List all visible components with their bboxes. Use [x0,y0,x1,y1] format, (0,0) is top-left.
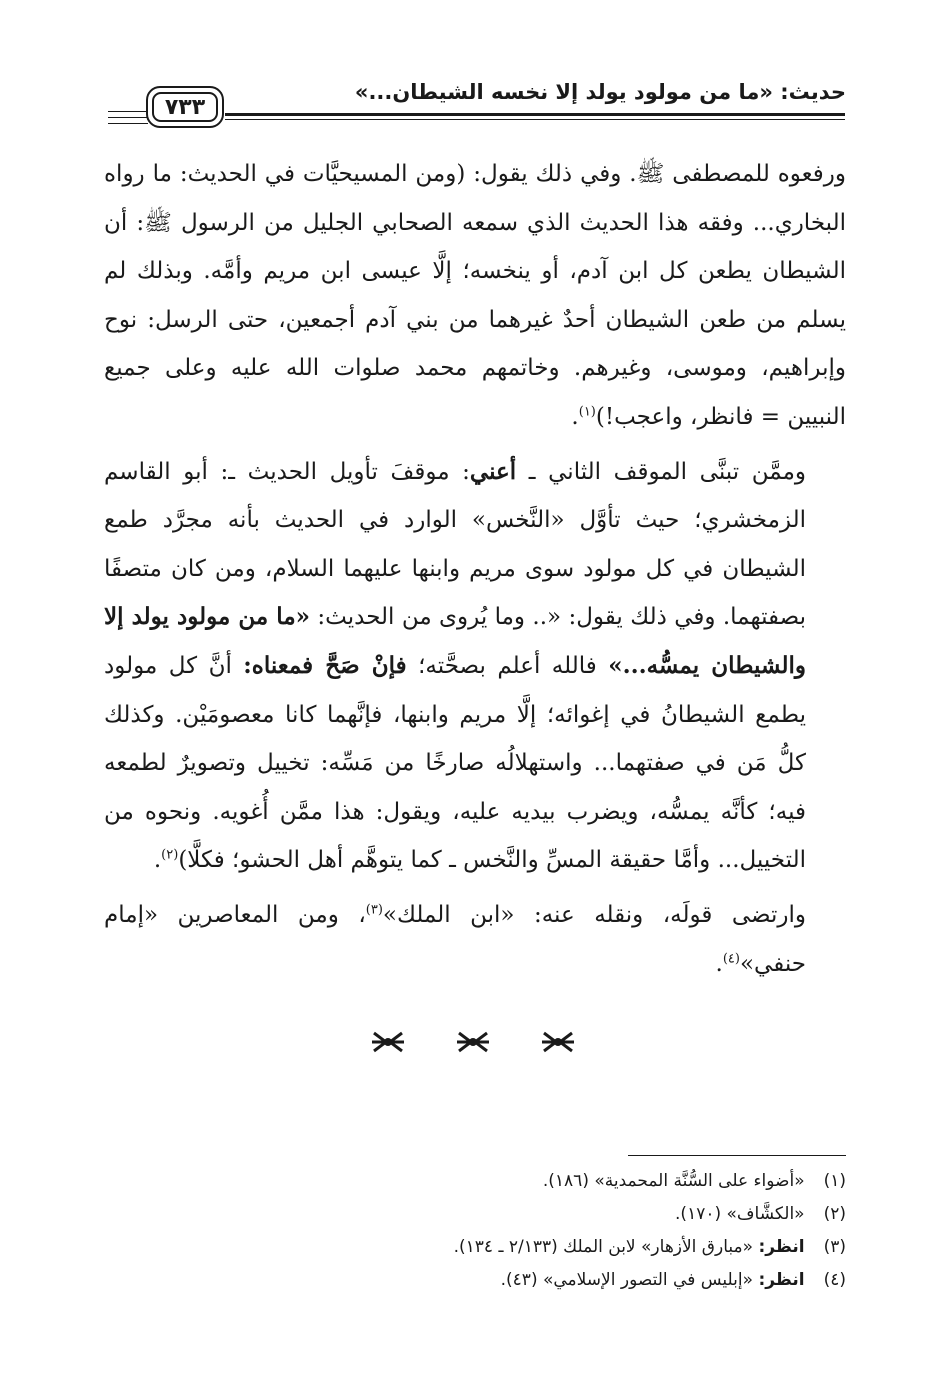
text-line: الرسول ﷺ: أن الشيطان يطعن كل ابن آدم، أو ينخسه؛ إلَّا عيسى ابن [104,209,847,285]
footnote-text: «الكشَّاف» (١٧٠). [675,1204,805,1224]
text-run: ، ومن المعاصرين «إمام حنفي» [104,901,806,977]
footnote-text: «مبارق الأزهار» لابن الملك (٢/١٣٣ ـ ١٣٤). [453,1237,754,1257]
bold-term: فإنْ صَحَّ فمعناه: [243,651,407,679]
text-run: وممَّن تبنَّى الموقف الثاني ـ [516,458,806,485]
header-left-rule [108,111,148,112]
header-rule-thin [225,119,845,120]
section-ornament [370,1028,580,1056]
paragraph-2: وممَّن تبنَّى الموقف الثاني ـ أعني: موقفَ تأويل الحديث ـ: أبو القاسم الزمخشري؛ حيث تأوَّل «النَّخس» الوارد في الحديث بأنه مجرَّد طمع الشيطان في كل مولود سوى مريم وابنها عليهما السلام، ومن كان متصفًا بصفتهما. وفي ذلك يقول: «.. وما يُروى من الحديث: «ما من مولود يولد إلا والشيطان يمسُّه...» فالله أعلم بصحَّته؛ فإنْ صَحَّ فمعناه: أنَّ كل مولود يطمع الشيطانُ في إغوائه؛ إلَّا مريم وابنها، فإنَّهما كانا معصومَيْن. وكذلك كلُّ مَن في صفتهما... واستهلالُه صارخًا من مَسِّه: تخييل وتصويرٌ لطمعه فيه؛ كأنَّه يمسُّه، ويضرب بيديه عليه، ويقول: هذا ممَّن أُغويه. ونحوه من التخييل... وأمَّا حقيقة المسِّ والنَّخس ـ كما يتوهَّم أهل الحشو؛ فكلَّا)$^{(٢)}$. [104,457,806,874]
text-run: : موقفَ تأويل الحديث ـ: أبو القاسم الزمخشري؛ حيث تأوَّل «النَّخس» الوارد في الحديث بأنه مجرَّد طمع الشيطان في كل مولود سوى مريم وابنها عليهما السلام، ومن كان متصفًا بصفتهما. وفي ذلك يقول: «.. وما يُروى من الحديث: [104,458,806,631]
header-left-rule [108,123,148,124]
footnote-item [200,1231,846,1264]
footnote-item [200,1264,846,1297]
bold-quote: «ما من مولود يولد إلا والشيطان يمسُّه...» [104,603,806,679]
text-run: أنَّ كل مولود يطمع الشيطانُ في إغوائه؛ إلَّا مريم وابنها، فإنَّهما كانا معصومَيْن. وكذلك كلُّ مَن في صفتهما... واستهلالُه صارخًا من مَسِّه: تخييل وتصويرٌ لطمعه فيه؛ كأنَّه يمسُّه، ويضرب بيديه عليه، ويقول: هذا ممَّن أُغويه. ونحوه من التخييل... وأمَّا حقيقة المسِّ والنَّخس ـ كما يتوهَّم أهل الحشو؛ فكلَّا) [104,652,806,874]
footnote-marker: (١) [578,404,596,420]
paragraph-3: وارتضى قولَه، ونقله عنه: «ابن الملك»$^{(٣)}$، ومن المعاصرين «إمام حنفي»$^{(٤)}$. [104,901,806,977]
main-text [104,150,846,988]
paragraph-1: ورفعوه للمصطفى ﷺ. وفي ذلك يقول: (ومن المسيحيَّات في الحديث: ما رواه البخاري... وفقه هذا الحديث الذي سمعه الصحابي الجليل من الرسول ﷺ: أن الشيطان يطعن كل ابن آدم، أو ينخسه؛ إلَّا عيسى ابن مريم وأمَّه. وبذلك لم يسلم من طعن الشيطان أحدٌ غيرهما من بني آدم أجمعين، حتى الرسل: نوح وإبراهيم، وموسى، وغيرهم. وخاتمهم محمد صلوات الله عليه وعلى جميع النبيين = فانظر، واعجب!)$^{(١)}$. [104,161,847,430]
text-line: ورفعوه للمصطفى ﷺ. وفي ذلك يقول: (ومن المسيحيَّات في الحديث: [179,161,846,187]
ornament-glyph [542,1033,574,1051]
header-left-rule [108,117,148,118]
footnote-text: «أضواء على السُّنَّة المحمدية» (١٨٦). [542,1171,805,1191]
footnote-label: انظر: [758,1237,805,1257]
footnote-number: (٢) [823,1204,846,1224]
footnote-marker: (٤) [722,950,740,966]
footnote-number: (٣) [823,1237,846,1257]
header-rule-thick [225,113,845,116]
footnote-marker: (٢) [161,847,179,863]
footnote-label: انظر: [758,1270,805,1290]
footnote-number: (١) [823,1171,846,1191]
footnote-item [200,1198,846,1231]
footnote-number: (٤) [823,1270,846,1290]
ornament-glyph [457,1033,489,1051]
footnote-marker: (٣) [365,902,383,918]
text-run: وارتضى قولَه، ونقله عنه: «ابن الملك» [382,901,806,928]
footnote-item [200,1165,846,1198]
running-title: حديث: «ما من مولود يولد إلا نخسه الشيطان...» [354,80,846,104]
text-line: ما رواه البخاري... وفقه هذا الحديث الذي سمعه الصحابي الجليل من [104,161,846,236]
footnote-separator [628,1155,846,1156]
text-line: مريم وأمَّه. وبذلك لم يسلم من طعن الشيطان أحدٌ غيرهما من بني آدم [104,258,846,333]
ornament-glyph [372,1033,404,1051]
text-line: محمد صلوات الله عليه وعلى جميع النبيين = فانظر، واعجب!) [104,355,846,430]
page-number: ٧٣٣ [152,92,218,122]
bold-term: أعني [469,457,517,485]
footnote-text: «إبليس في التصور الإسلامي» (٤٣). [500,1270,754,1290]
text-run: فالله أعلم بصحَّته؛ [406,652,609,679]
text-line: أجمعين، حتى الرسل: نوح وإبراهيم، وموسى، وغيرهم. وخاتمهم [104,306,846,382]
footnotes [200,1165,846,1297]
